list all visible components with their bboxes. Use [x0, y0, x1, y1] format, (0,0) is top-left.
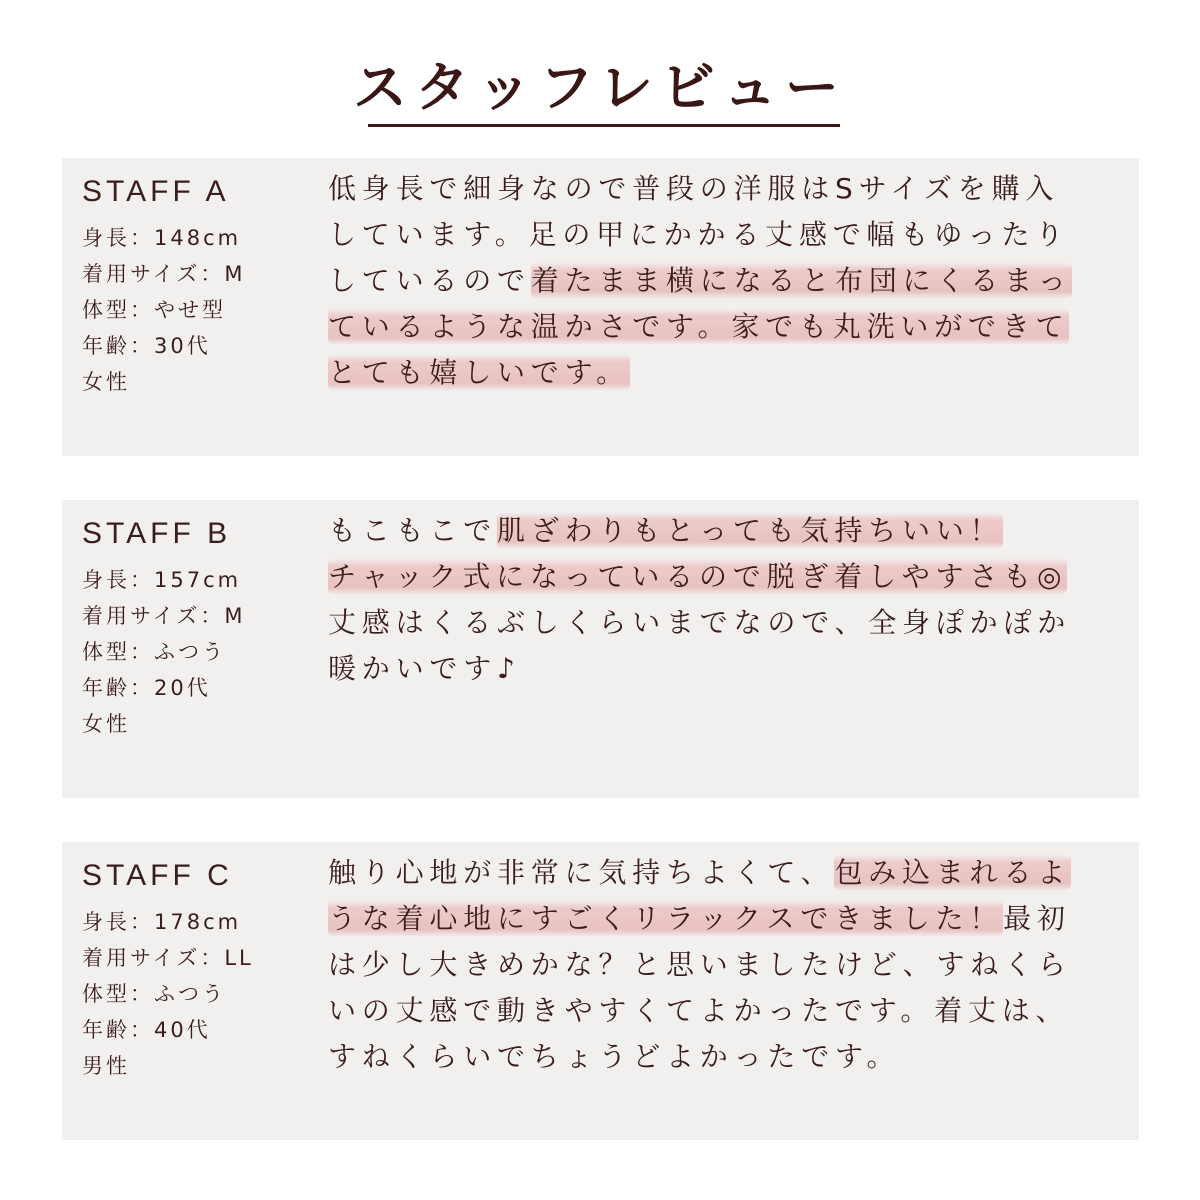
staff-size: 着用サイズ：LL — [82, 946, 254, 970]
review-card-b — [62, 500, 1139, 798]
staff-gender: 男性 — [82, 1054, 130, 1078]
staff-info — [82, 904, 254, 1084]
page-title: スタッフレビュー — [353, 56, 847, 119]
review-segment: 暖かいです♪ — [328, 652, 521, 685]
review-segment: しています。足の甲にかかる丈感で幅もゆったり — [328, 218, 1070, 251]
review-highlight: 着たまま横になると布団にくるまっ — [530, 264, 1072, 297]
review-line — [328, 350, 1128, 396]
review-text — [328, 508, 1128, 692]
review-highlight: 家でも丸洗いができて — [731, 310, 1070, 343]
staff-gender: 女性 — [82, 370, 130, 394]
review-segment: 最初 — [1003, 902, 1071, 935]
review-card-c — [62, 842, 1139, 1140]
review-segment: しているので — [328, 264, 531, 297]
review-text — [328, 850, 1128, 1080]
staff-info — [82, 220, 245, 400]
staff-name: STAFF B — [82, 517, 232, 550]
title-underline — [368, 124, 840, 127]
page-header — [0, 52, 1200, 124]
review-line — [328, 1034, 1128, 1080]
review-line — [328, 646, 1128, 692]
staff-age: 年齢：40代 — [82, 1018, 211, 1042]
review-line — [328, 896, 1128, 942]
review-line — [328, 212, 1128, 258]
review-highlight: チャック式になっているので脱ぎ着しやすさも◎ — [328, 560, 1068, 593]
staff-height: 身長：148cm — [82, 226, 242, 250]
staff-age: 年齢：20代 — [82, 676, 211, 700]
review-segment: すねくらいでちょうどよかったです。 — [328, 1040, 901, 1073]
staff-name: STAFF A — [82, 175, 230, 208]
review-text — [328, 166, 1128, 396]
review-segment: は少し大きめかな？と思いましたけど、すねくら — [328, 948, 1072, 981]
review-card-a — [62, 158, 1139, 456]
staff-size: 着用サイズ：M — [82, 604, 246, 628]
staff-info — [82, 562, 245, 742]
review-line — [328, 850, 1128, 896]
review-segment: 触り心地が非常に気持ちよくて、 — [328, 856, 835, 889]
staff-height: 身長：157cm — [82, 568, 242, 592]
staff-age: 年齢：30代 — [82, 334, 211, 358]
staff-height: 身長：178cm — [82, 910, 242, 934]
review-line — [328, 554, 1128, 600]
review-highlight: 包み込まれるよ — [834, 856, 1072, 889]
staff-gender: 女性 — [82, 712, 130, 736]
review-segment: いの丈感で動きやすくてよかったです。着丈は、 — [328, 994, 1070, 1027]
staff-body-type: 体型：ふつう — [82, 982, 226, 1006]
review-line — [328, 600, 1128, 646]
staff-body-type: 体型：ふつう — [82, 640, 226, 664]
staff-size: 着用サイズ：M — [82, 262, 246, 286]
review-line — [328, 988, 1128, 1034]
review-segment: 低身長で細身なので普段の洋服はSサイズを購入 — [328, 172, 1060, 205]
review-highlight: うな着心地にすごくリラックスできました！ — [328, 902, 1004, 935]
review-highlight: 肌ざわりもとっても気持ちいい！ — [497, 514, 1004, 547]
review-line — [328, 304, 1128, 350]
review-line — [328, 258, 1128, 304]
review-line — [328, 166, 1128, 212]
review-segment: 丈感はくるぶしくらいまでなので、全身ぽかぽか — [328, 606, 1072, 639]
review-highlight: ているような温かさです。 — [328, 310, 732, 343]
review-segment: もこもこで — [328, 514, 498, 547]
review-line — [328, 942, 1128, 988]
staff-name: STAFF C — [82, 859, 233, 892]
review-line — [328, 508, 1128, 554]
review-highlight: とても嬉しいです。 — [328, 356, 630, 389]
staff-body-type: 体型：やせ型 — [82, 298, 226, 322]
